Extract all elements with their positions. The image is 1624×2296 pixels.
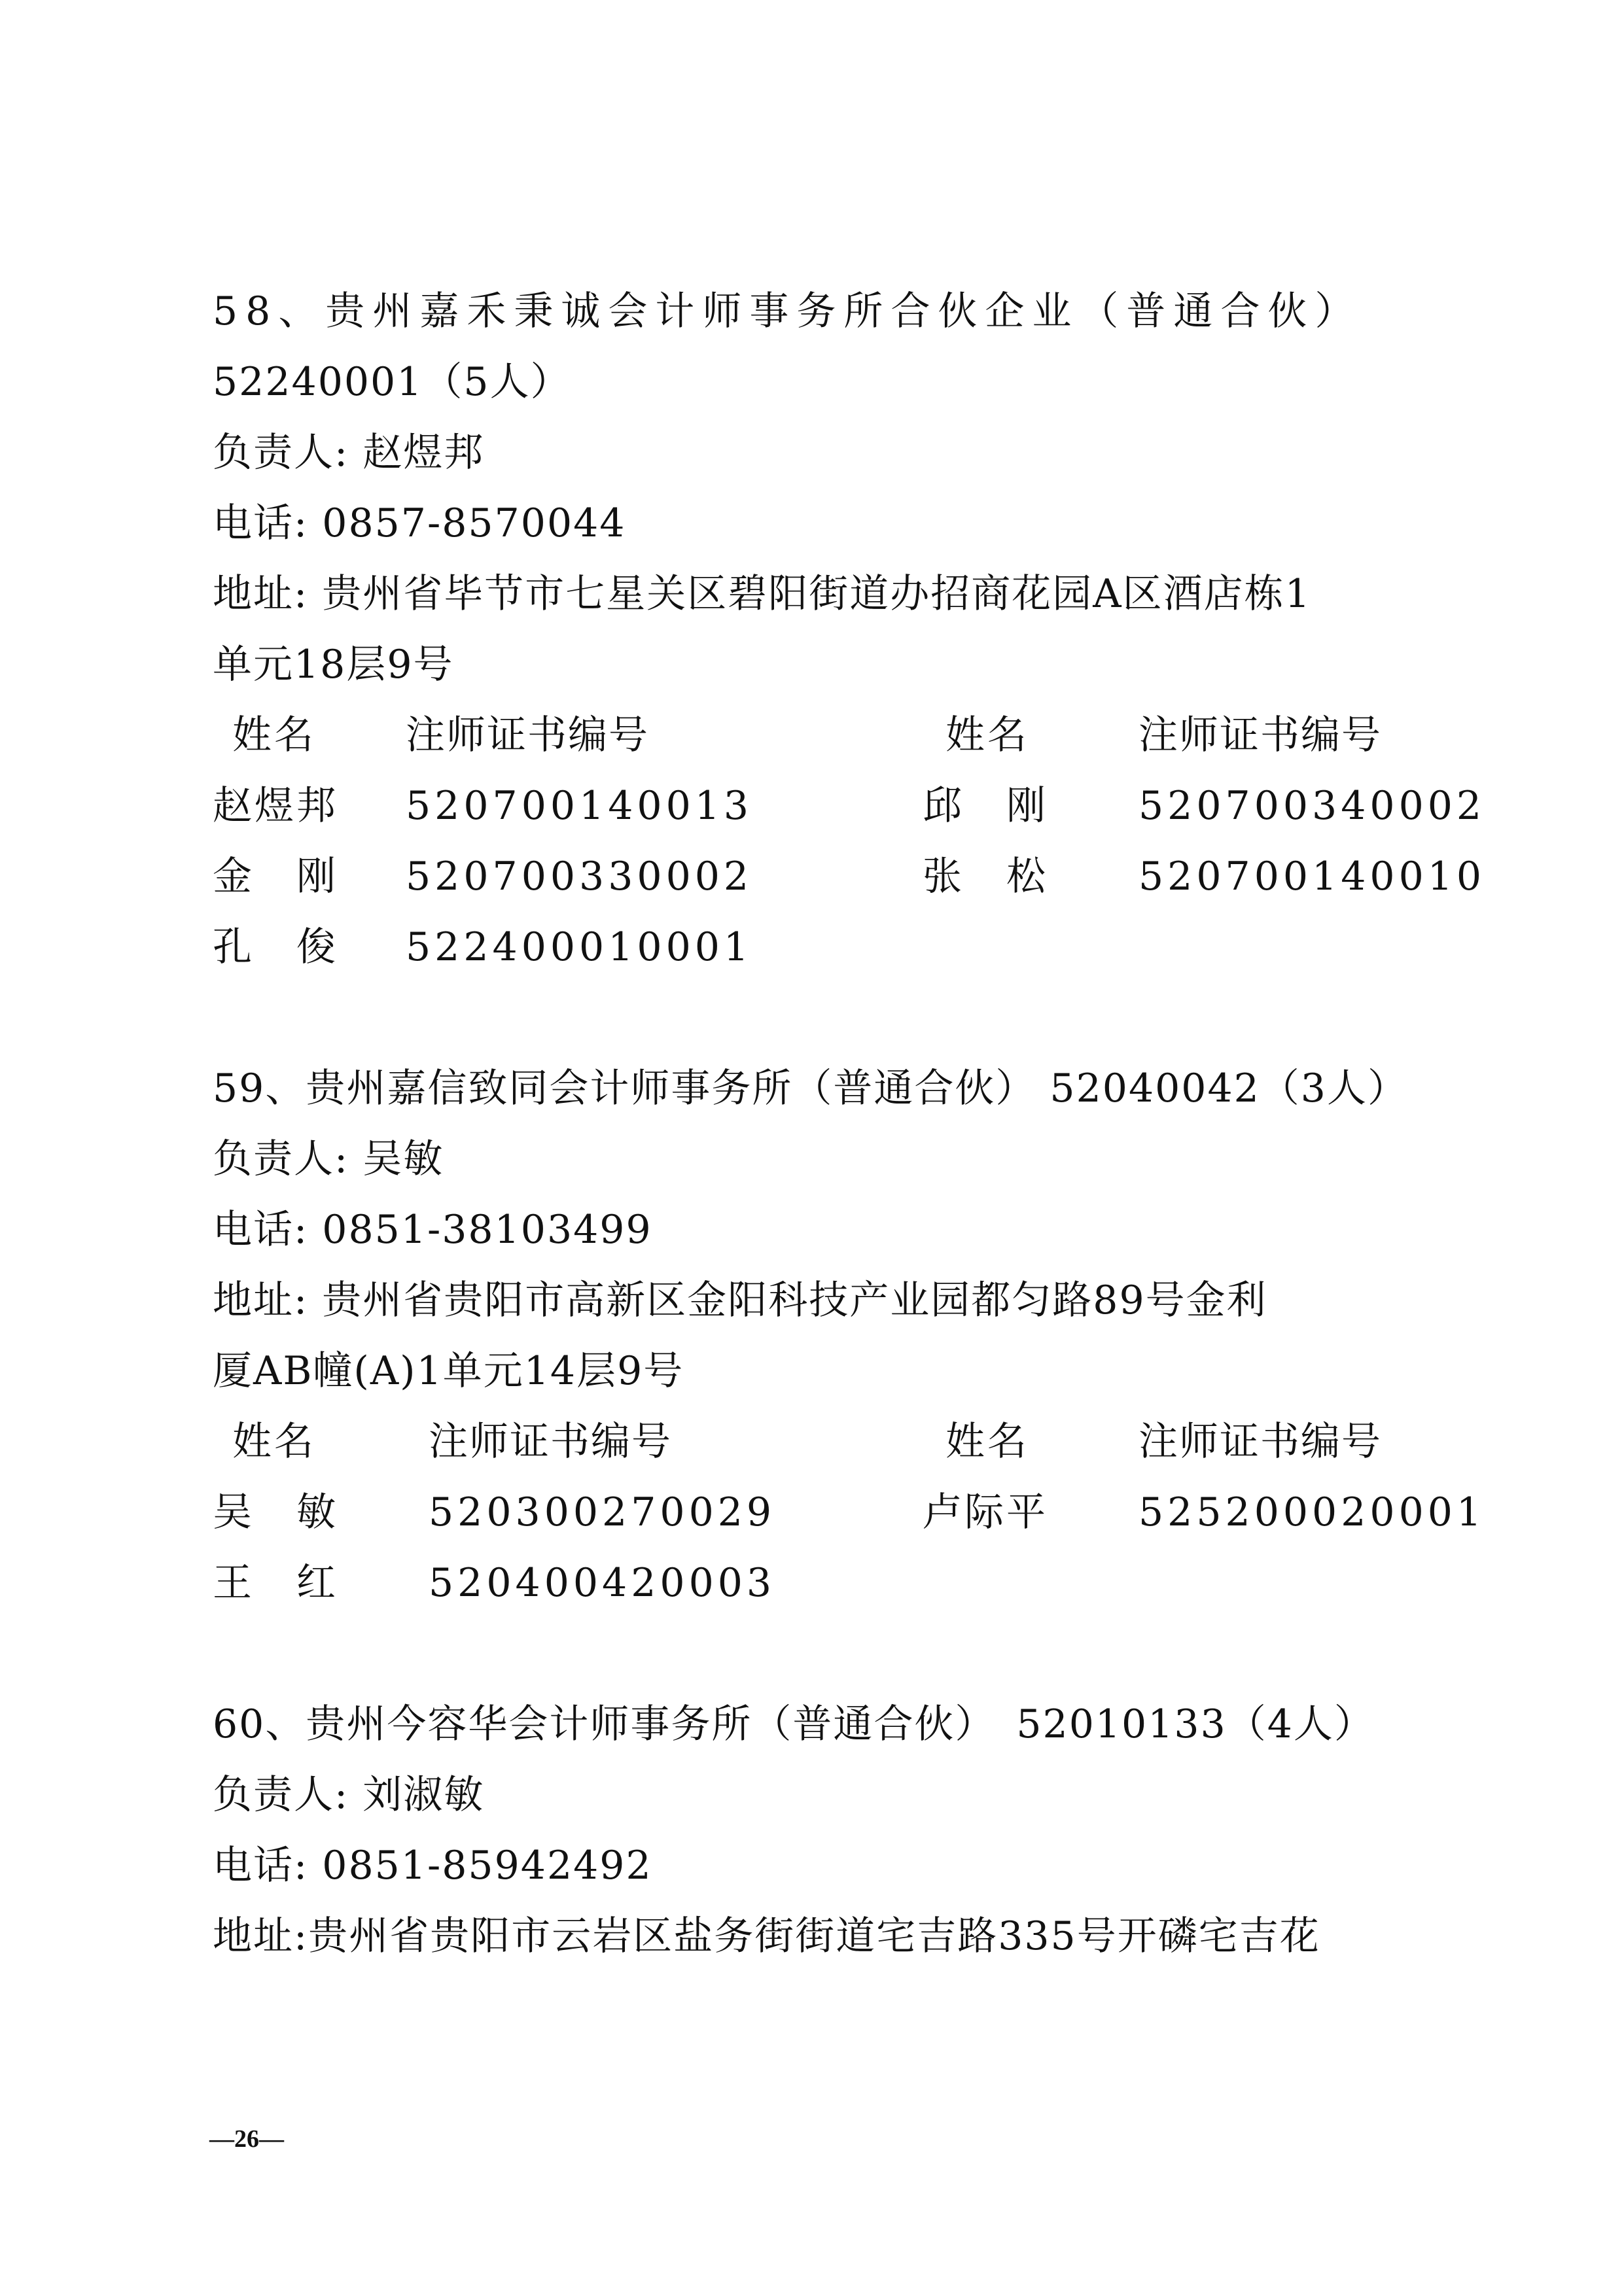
table-header-cert: 注师证书编号 — [1139, 712, 1382, 758]
table-header-cert: 注师证书编号 — [429, 1419, 672, 1465]
entry-60-address: 地址:贵州省贵阳市云岩区盐务街街道宅吉路335号开磷宅吉花 — [213, 1913, 1320, 1959]
entry-59-address-cont: 厦AB幢(A)1单元14层9号 — [213, 1348, 684, 1394]
entry-58-address-cont: 单元18层9号 — [213, 642, 454, 687]
table-cell-cert: 520400420003 — [429, 1560, 776, 1606]
entry-60-responsible: 负责人: 刘淑敏 — [213, 1772, 485, 1818]
entry-58-responsible: 负责人: 赵煜邦 — [213, 430, 485, 476]
entry-59-phone: 电话: 0851-38103499 — [213, 1207, 652, 1253]
table-cell-cert: 525200020001 — [1139, 1489, 1486, 1535]
table-header-name: 姓名 — [945, 712, 1029, 758]
table-cell-cert: 520700140013 — [406, 783, 753, 829]
table-cell-cert: 520700330002 — [406, 854, 753, 899]
table-cell-name: 金 刚 — [213, 854, 338, 899]
table-header-name: 姓名 — [232, 712, 316, 758]
entry-60-title: 60、贵州今容华会计师事务所（普通合伙） 52010133（4人） — [213, 1701, 1375, 1747]
page-number: —26— — [209, 2125, 284, 2153]
table-cell-cert: 520700140010 — [1139, 854, 1486, 899]
table-cell-cert: 520300270029 — [429, 1489, 776, 1535]
table-cell-name: 吴 敏 — [213, 1489, 338, 1535]
table-cell-name: 张 松 — [923, 854, 1048, 899]
entry-59-title: 59、贵州嘉信致同会计师事务所（普通合伙） 52040042（3人） — [213, 1066, 1408, 1111]
entry-58-title: 58、贵州嘉禾秉诚会计师事务所合伙企业（普通合伙） — [213, 288, 1362, 334]
entry-58-title-cont: 52240001（5人） — [213, 359, 571, 405]
table-cell-name: 赵煜邦 — [213, 783, 338, 829]
table-header-cert: 注师证书编号 — [1139, 1419, 1382, 1465]
table-header-cert: 注师证书编号 — [406, 712, 649, 758]
table-header-name: 姓名 — [232, 1419, 316, 1465]
entry-60-phone: 电话: 0851-85942492 — [213, 1843, 652, 1888]
entry-59-address: 地址: 贵州省贵阳市高新区金阳科技产业园都匀路89号金利 — [213, 1278, 1267, 1323]
table-cell-name: 王 红 — [213, 1560, 338, 1606]
table-cell-name: 卢际平 — [923, 1489, 1048, 1535]
table-cell-cert: 520700340002 — [1139, 783, 1486, 829]
table-cell-cert: 522400010001 — [406, 924, 753, 970]
entry-59-responsible: 负责人: 吴敏 — [213, 1136, 444, 1182]
table-cell-name: 邱 刚 — [923, 783, 1048, 829]
table-cell-name: 孔 俊 — [213, 924, 338, 970]
entry-58-phone: 电话: 0857-8570044 — [213, 500, 626, 546]
entry-58-address: 地址: 贵州省毕节市七星关区碧阳街道办招商花园A区酒店栋1 — [213, 571, 1311, 617]
table-header-name: 姓名 — [945, 1419, 1029, 1465]
